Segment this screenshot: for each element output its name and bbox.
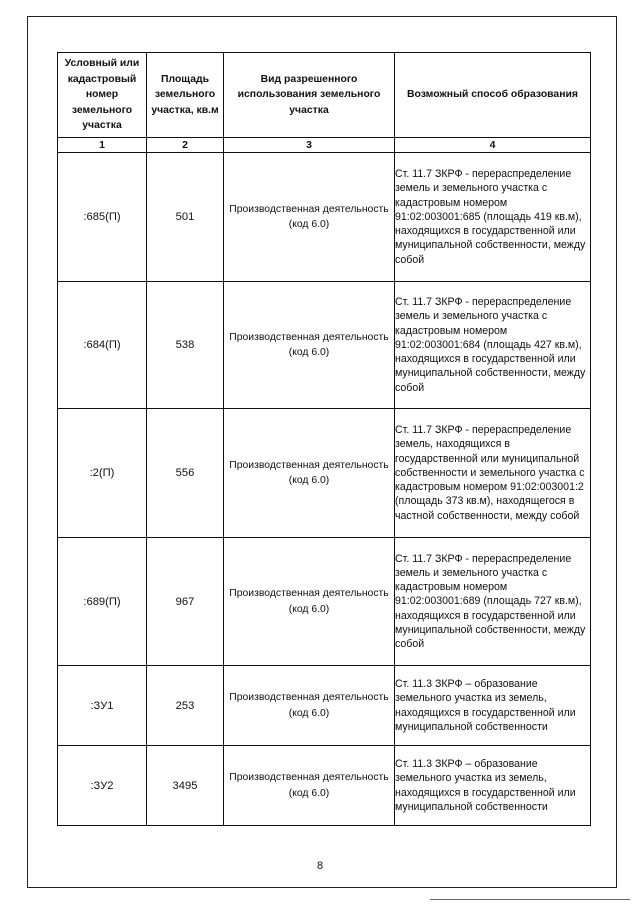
plot-number: :2(П) bbox=[58, 409, 147, 538]
header-permitted-use: Вид разрешенного использования земельного участка bbox=[224, 53, 395, 138]
column-number: 3 bbox=[224, 138, 395, 153]
plot-area: 538 bbox=[147, 282, 224, 409]
header-area: Площадь земельного участка, кв.м bbox=[147, 53, 224, 138]
plot-use: Производственная деятельность (код 6.0) bbox=[224, 282, 395, 409]
column-number: 2 bbox=[147, 138, 224, 153]
table-row bbox=[58, 153, 591, 282]
plot-formation-method: Ст. 11.7 ЗКРФ - перераспределение земель и земельного участка с кадастровым номером 91:02:003001:689 (площадь 727 кв.м), находящихся в государственной или муниципальной собственности, между собой bbox=[395, 538, 591, 666]
table-row bbox=[58, 746, 591, 826]
plot-formation-method: Ст. 11.7 ЗКРФ - перераспределение земель и земельного участка с кадастровым номером 91:02:003001:684 (площадь 427 кв.м), находящихся в государственной или муниципальной собственности, между собой bbox=[395, 282, 591, 409]
table-header-row bbox=[58, 53, 591, 138]
plot-use: Производственная деятельность (код 6.0) bbox=[224, 746, 395, 826]
header-formation-method: Возможный способ образования bbox=[395, 53, 591, 138]
table-row bbox=[58, 666, 591, 746]
column-number: 1 bbox=[58, 138, 147, 153]
plot-area: 3495 bbox=[147, 746, 224, 826]
table-row bbox=[58, 282, 591, 409]
plot-area: 967 bbox=[147, 538, 224, 666]
plot-use: Производственная деятельность (код 6.0) bbox=[224, 666, 395, 746]
plot-formation-method: Ст. 11.3 ЗКРФ – образование земельного участка из земель, находящихся в государственной или муниципальной собственности bbox=[395, 666, 591, 746]
plot-formation-method: Ст. 11.3 ЗКРФ – образование земельного участка из земель, находящихся в государственной или муниципальной собственности bbox=[395, 746, 591, 826]
plot-formation-method: Ст. 11.7 ЗКРФ - перераспределение земель и земельного участка с кадастровым номером 91:02:003001:685 (площадь 419 кв.м), находящихся в государственной или муниципальной собственности, между собой bbox=[395, 153, 591, 282]
plot-area: 556 bbox=[147, 409, 224, 538]
table-row bbox=[58, 538, 591, 666]
header-cadastral-number: Условный или кадастровый номер земельного участка bbox=[58, 53, 147, 138]
page-number: 8 bbox=[316, 860, 324, 872]
plot-use: Производственная деятельность (код 6.0) bbox=[224, 409, 395, 538]
plot-formation-method: Ст. 11.7 ЗКРФ - перераспределение земель, находящихся в государственной или муниципальной собственности и земельного участка с кадастровым номером 91:02:003001:2 (площадь 373 кв.м), находящегося в частной собственности, между собой bbox=[395, 409, 591, 538]
column-number-row bbox=[58, 138, 591, 153]
plot-area: 253 bbox=[147, 666, 224, 746]
plot-use: Производственная деятельность (код 6.0) bbox=[224, 153, 395, 282]
plot-number: :689(П) bbox=[58, 538, 147, 666]
plot-area: 501 bbox=[147, 153, 224, 282]
plot-number: :684(П) bbox=[58, 282, 147, 409]
column-number: 4 bbox=[395, 138, 591, 153]
plot-number: :685(П) bbox=[58, 153, 147, 282]
table-row bbox=[58, 409, 591, 538]
plot-number: :ЗУ1 bbox=[58, 666, 147, 746]
plot-use: Производственная деятельность (код 6.0) bbox=[224, 538, 395, 666]
land-plots-table bbox=[57, 52, 591, 826]
footer-divider bbox=[430, 899, 630, 900]
plot-number: :ЗУ2 bbox=[58, 746, 147, 826]
